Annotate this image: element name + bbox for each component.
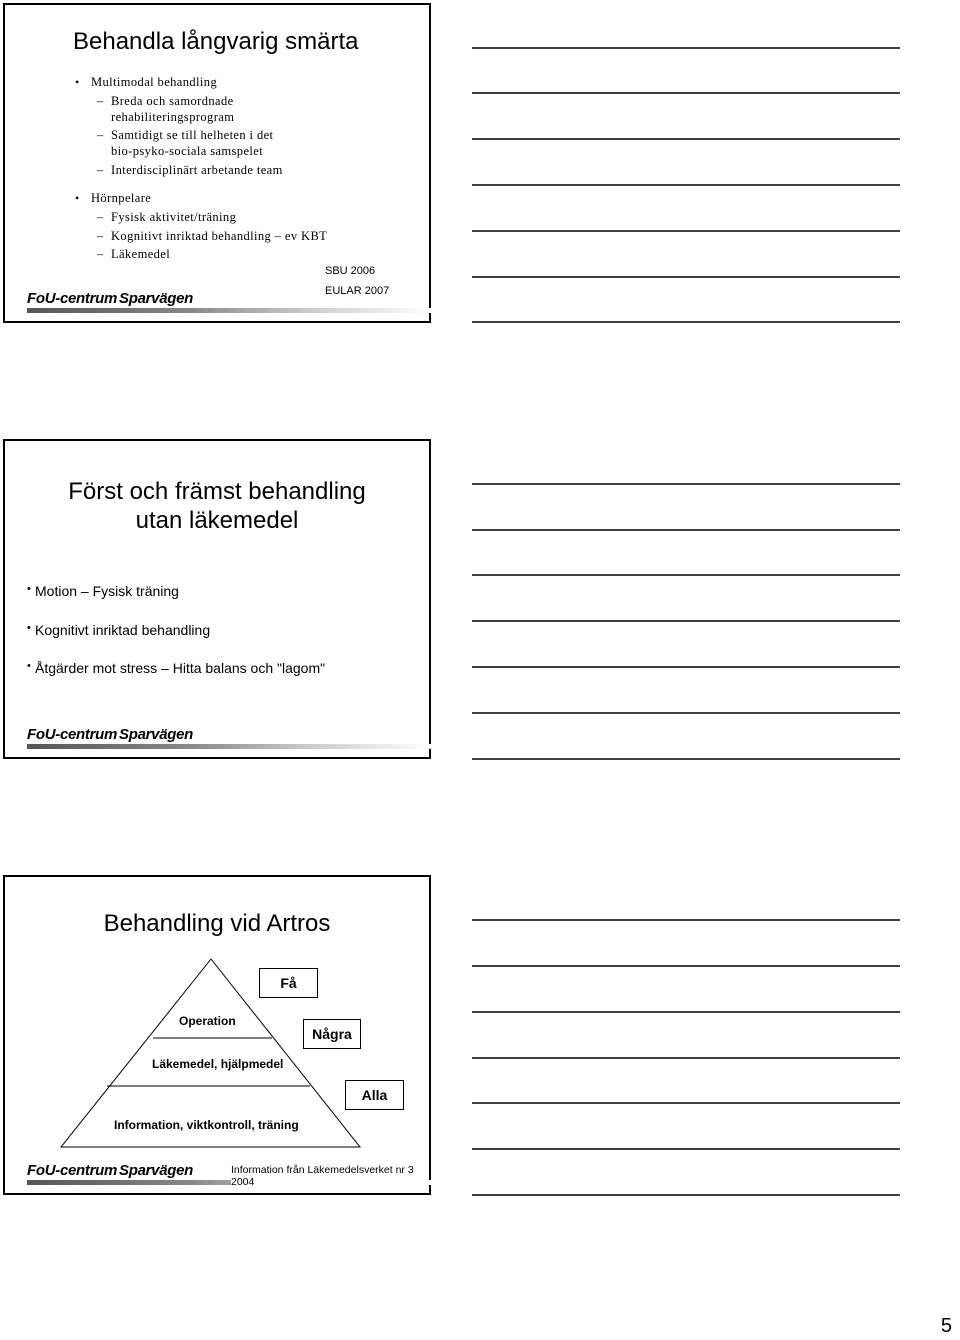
sub-fysisk: Fysisk aktivitet/träning (111, 210, 237, 224)
logo-sparvagen-text: Sparvägen (119, 1162, 193, 1179)
bullet-dot: • (27, 660, 31, 672)
pyramid-level-information: Information, viktkontroll, träning (114, 1118, 299, 1132)
pyramid-level-operation: Operation (179, 1014, 236, 1028)
label-nagra: Några (303, 1019, 361, 1049)
sub-lakemedel: Läkemedel (111, 247, 171, 261)
sub-interdisciplinart: Interdisciplinärt arbetande team (111, 163, 283, 177)
sub-samtidigt: Samtidigt se till helheten i det (111, 128, 274, 142)
logo-fou-text: FoU-centrum (27, 1162, 118, 1179)
bullet-kognitivt-text: Kognitivt inriktad behandling (35, 622, 211, 638)
bullet-dot: • (75, 75, 80, 89)
slide-2-title-line2: utan läkemedel (135, 507, 299, 534)
reference-eular: EULAR 2007 (325, 285, 390, 297)
sub-breda: Breda och samordnade (111, 94, 234, 108)
sub-rehab: rehabiliteringsprogram (111, 110, 235, 124)
reference-sbu: SBU 2006 (325, 265, 376, 277)
bullet-motion-text: Motion – Fysisk träning (35, 583, 179, 599)
page-number: 5 (940, 1315, 952, 1337)
logo-fou-text: FoU-centrum (27, 726, 118, 743)
label-alla: Alla (345, 1080, 404, 1110)
bullet-atgarder-text: Åtgärder mot stress – Hitta balans och "lagom" (35, 660, 326, 676)
sub-kognitivt: Kognitivt inriktad behandling – ev KBT (111, 229, 328, 243)
notes-lines-slide-2 (472, 484, 900, 759)
notes-lines-slide-1 (472, 48, 900, 322)
dash: – (97, 210, 104, 224)
dash: – (97, 163, 104, 177)
bullet-dot: • (27, 622, 31, 634)
dash: – (97, 94, 104, 108)
logo-sparvagen-text: Sparvägen (119, 290, 193, 307)
slide-3-title: Behandling vid Artros (103, 910, 331, 937)
bullet-multimodal: Multimodal behandling (91, 75, 218, 89)
slide-1-title: Behandla långvarig smärta (73, 28, 359, 55)
logo-fou-text: FoU-centrum (27, 290, 118, 307)
bullet-dot: • (27, 583, 31, 595)
slide-2-title-line1: Först och främst behandling (68, 478, 366, 505)
dash: – (97, 229, 104, 243)
pyramid-level-lakemedel: Läkemedel, hjälpmedel (152, 1057, 284, 1071)
logo-sparvagen-text: Sparvägen (119, 726, 193, 743)
sub-biopsyko: bio-psyko-sociala samspelet (111, 144, 264, 158)
dash: – (97, 128, 104, 142)
notes-lines-slide-3 (472, 920, 900, 1195)
dash: – (97, 247, 104, 261)
bullet-dot: • (75, 191, 80, 205)
bullet-hornpelare: Hörnpelare (91, 191, 152, 205)
source-citation: Information från Läkemedelsverket nr 3 2004 (231, 1164, 429, 1188)
label-fa: Få (259, 968, 318, 998)
